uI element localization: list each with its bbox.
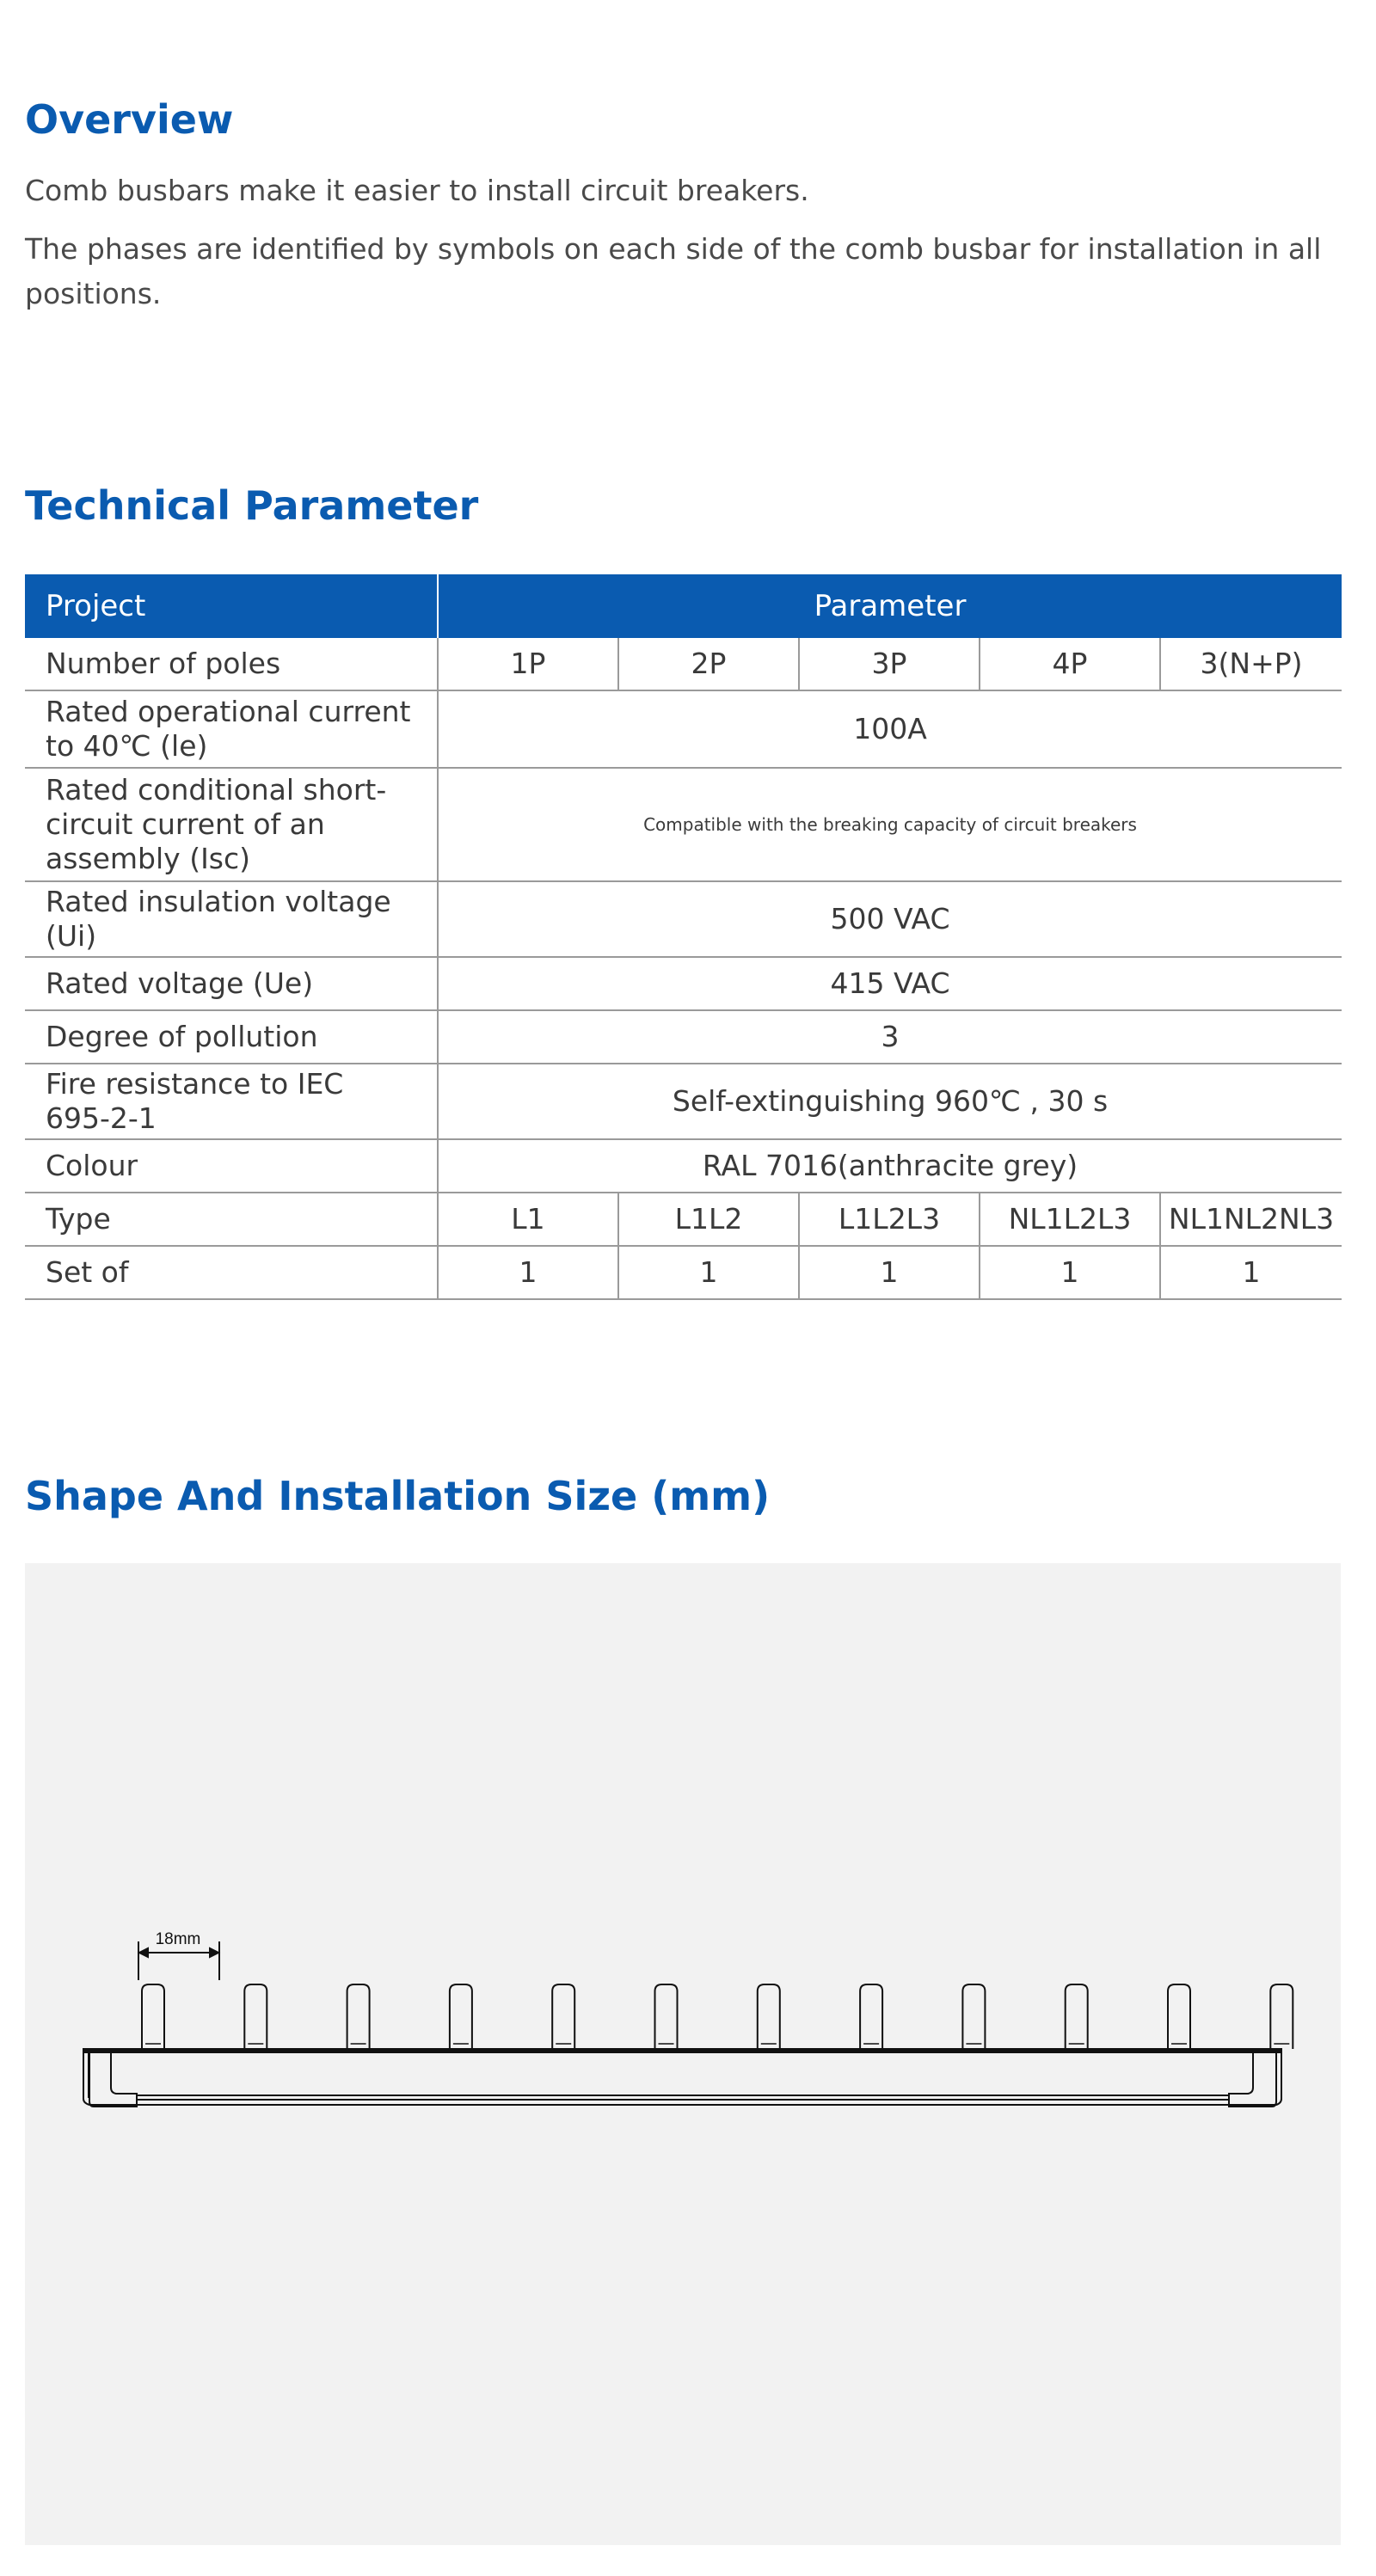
cell-value: 1 — [438, 1246, 618, 1299]
cell-value: L1L2 — [618, 1193, 799, 1246]
cell-value: 2P — [618, 638, 799, 690]
cell-value: 500 VAC — [438, 881, 1342, 957]
row-label: Set of — [25, 1246, 438, 1299]
comb-pin — [450, 1984, 472, 2049]
header-project: Project — [25, 574, 438, 638]
row-label: Fire resistance to IEC 695-2-1 — [25, 1064, 438, 1139]
overview-paragraph-2: The phases are identified by symbols on each side of the comb busbar for installation in all positions. — [25, 232, 1322, 310]
comb-pin — [758, 1984, 780, 2049]
cell-value: 3(N+P) — [1160, 638, 1342, 690]
cell-value: 4P — [980, 638, 1160, 690]
row-label: Rated insulation voltage (Ui) — [25, 881, 438, 957]
cell-value: 1 — [618, 1246, 799, 1299]
table-header-row — [25, 574, 1342, 638]
table-row-rated-current — [25, 690, 1342, 768]
cell-value: NL1NL2NL3 — [1160, 1193, 1342, 1246]
row-label: Degree of pollution — [25, 1010, 438, 1064]
cell-value: 3 — [438, 1010, 1342, 1064]
cell-value: 1P — [438, 638, 618, 690]
row-label: Colour — [25, 1139, 438, 1193]
busbar-pins — [142, 1984, 1293, 2049]
comb-pin — [1066, 1984, 1088, 2049]
dimension-label: 18mm — [155, 1930, 201, 1948]
row-label: Rated voltage (Ue) — [25, 957, 438, 1010]
busbar-drawing-panel — [25, 1563, 1341, 2545]
comb-pin — [244, 1984, 267, 2049]
overview-title: Overview — [25, 96, 234, 143]
shape-section-title: Shape And Installation Size (mm) — [25, 1473, 771, 1519]
cell-value: 100A — [438, 690, 1342, 768]
comb-pin — [655, 1984, 678, 2049]
table-row-short-circuit — [25, 768, 1342, 881]
comb-pin — [347, 1984, 370, 2049]
cell-value: Compatible with the breaking capacity of circuit breakers — [438, 768, 1342, 881]
table-row-fire-resistance — [25, 1064, 1342, 1139]
busbar-body — [83, 2049, 1281, 2107]
table-row-pollution — [25, 1010, 1342, 1064]
row-label: Type — [25, 1193, 438, 1246]
comb-pin — [552, 1984, 574, 2049]
row-label: Rated conditional short-circuit current of an assembly (Isc) — [25, 768, 438, 881]
technical-parameter-table — [25, 574, 1342, 1300]
comb-pin — [962, 1984, 985, 2049]
comb-pin — [1270, 1984, 1293, 2049]
cell-value: 1 — [1160, 1246, 1342, 1299]
cell-value: 1 — [799, 1246, 980, 1299]
busbar-drawing — [25, 1563, 1341, 2545]
cell-value: L1L2L3 — [799, 1193, 980, 1246]
header-parameter: Parameter — [438, 574, 1342, 638]
comb-pin — [860, 1984, 882, 2049]
technical-parameter-title: Technical Parameter — [25, 482, 479, 529]
cell-value: 415 VAC — [438, 957, 1342, 1010]
table-row-set-of — [25, 1246, 1342, 1299]
table-row-poles — [25, 638, 1342, 690]
cell-value: Self-extinguishing 960℃ , 30 s — [438, 1064, 1342, 1139]
comb-pin — [1168, 1984, 1190, 2049]
cell-value: NL1L2L3 — [980, 1193, 1160, 1246]
cell-value: 1 — [980, 1246, 1160, 1299]
row-label: Rated operational current to 40℃ (le) — [25, 690, 438, 768]
row-label: Number of poles — [25, 638, 438, 690]
table-row-insulation-voltage — [25, 881, 1342, 957]
cell-value: L1 — [438, 1193, 618, 1246]
table-row-type — [25, 1193, 1342, 1246]
cell-value: 3P — [799, 638, 980, 690]
table-row-colour — [25, 1139, 1342, 1193]
overview-paragraph-1: Comb busbars make it easier to install circuit breakers. — [25, 174, 809, 207]
table-row-rated-voltage — [25, 957, 1342, 1010]
comb-pin — [142, 1984, 164, 2049]
cell-value: RAL 7016(anthracite grey) — [438, 1139, 1342, 1193]
